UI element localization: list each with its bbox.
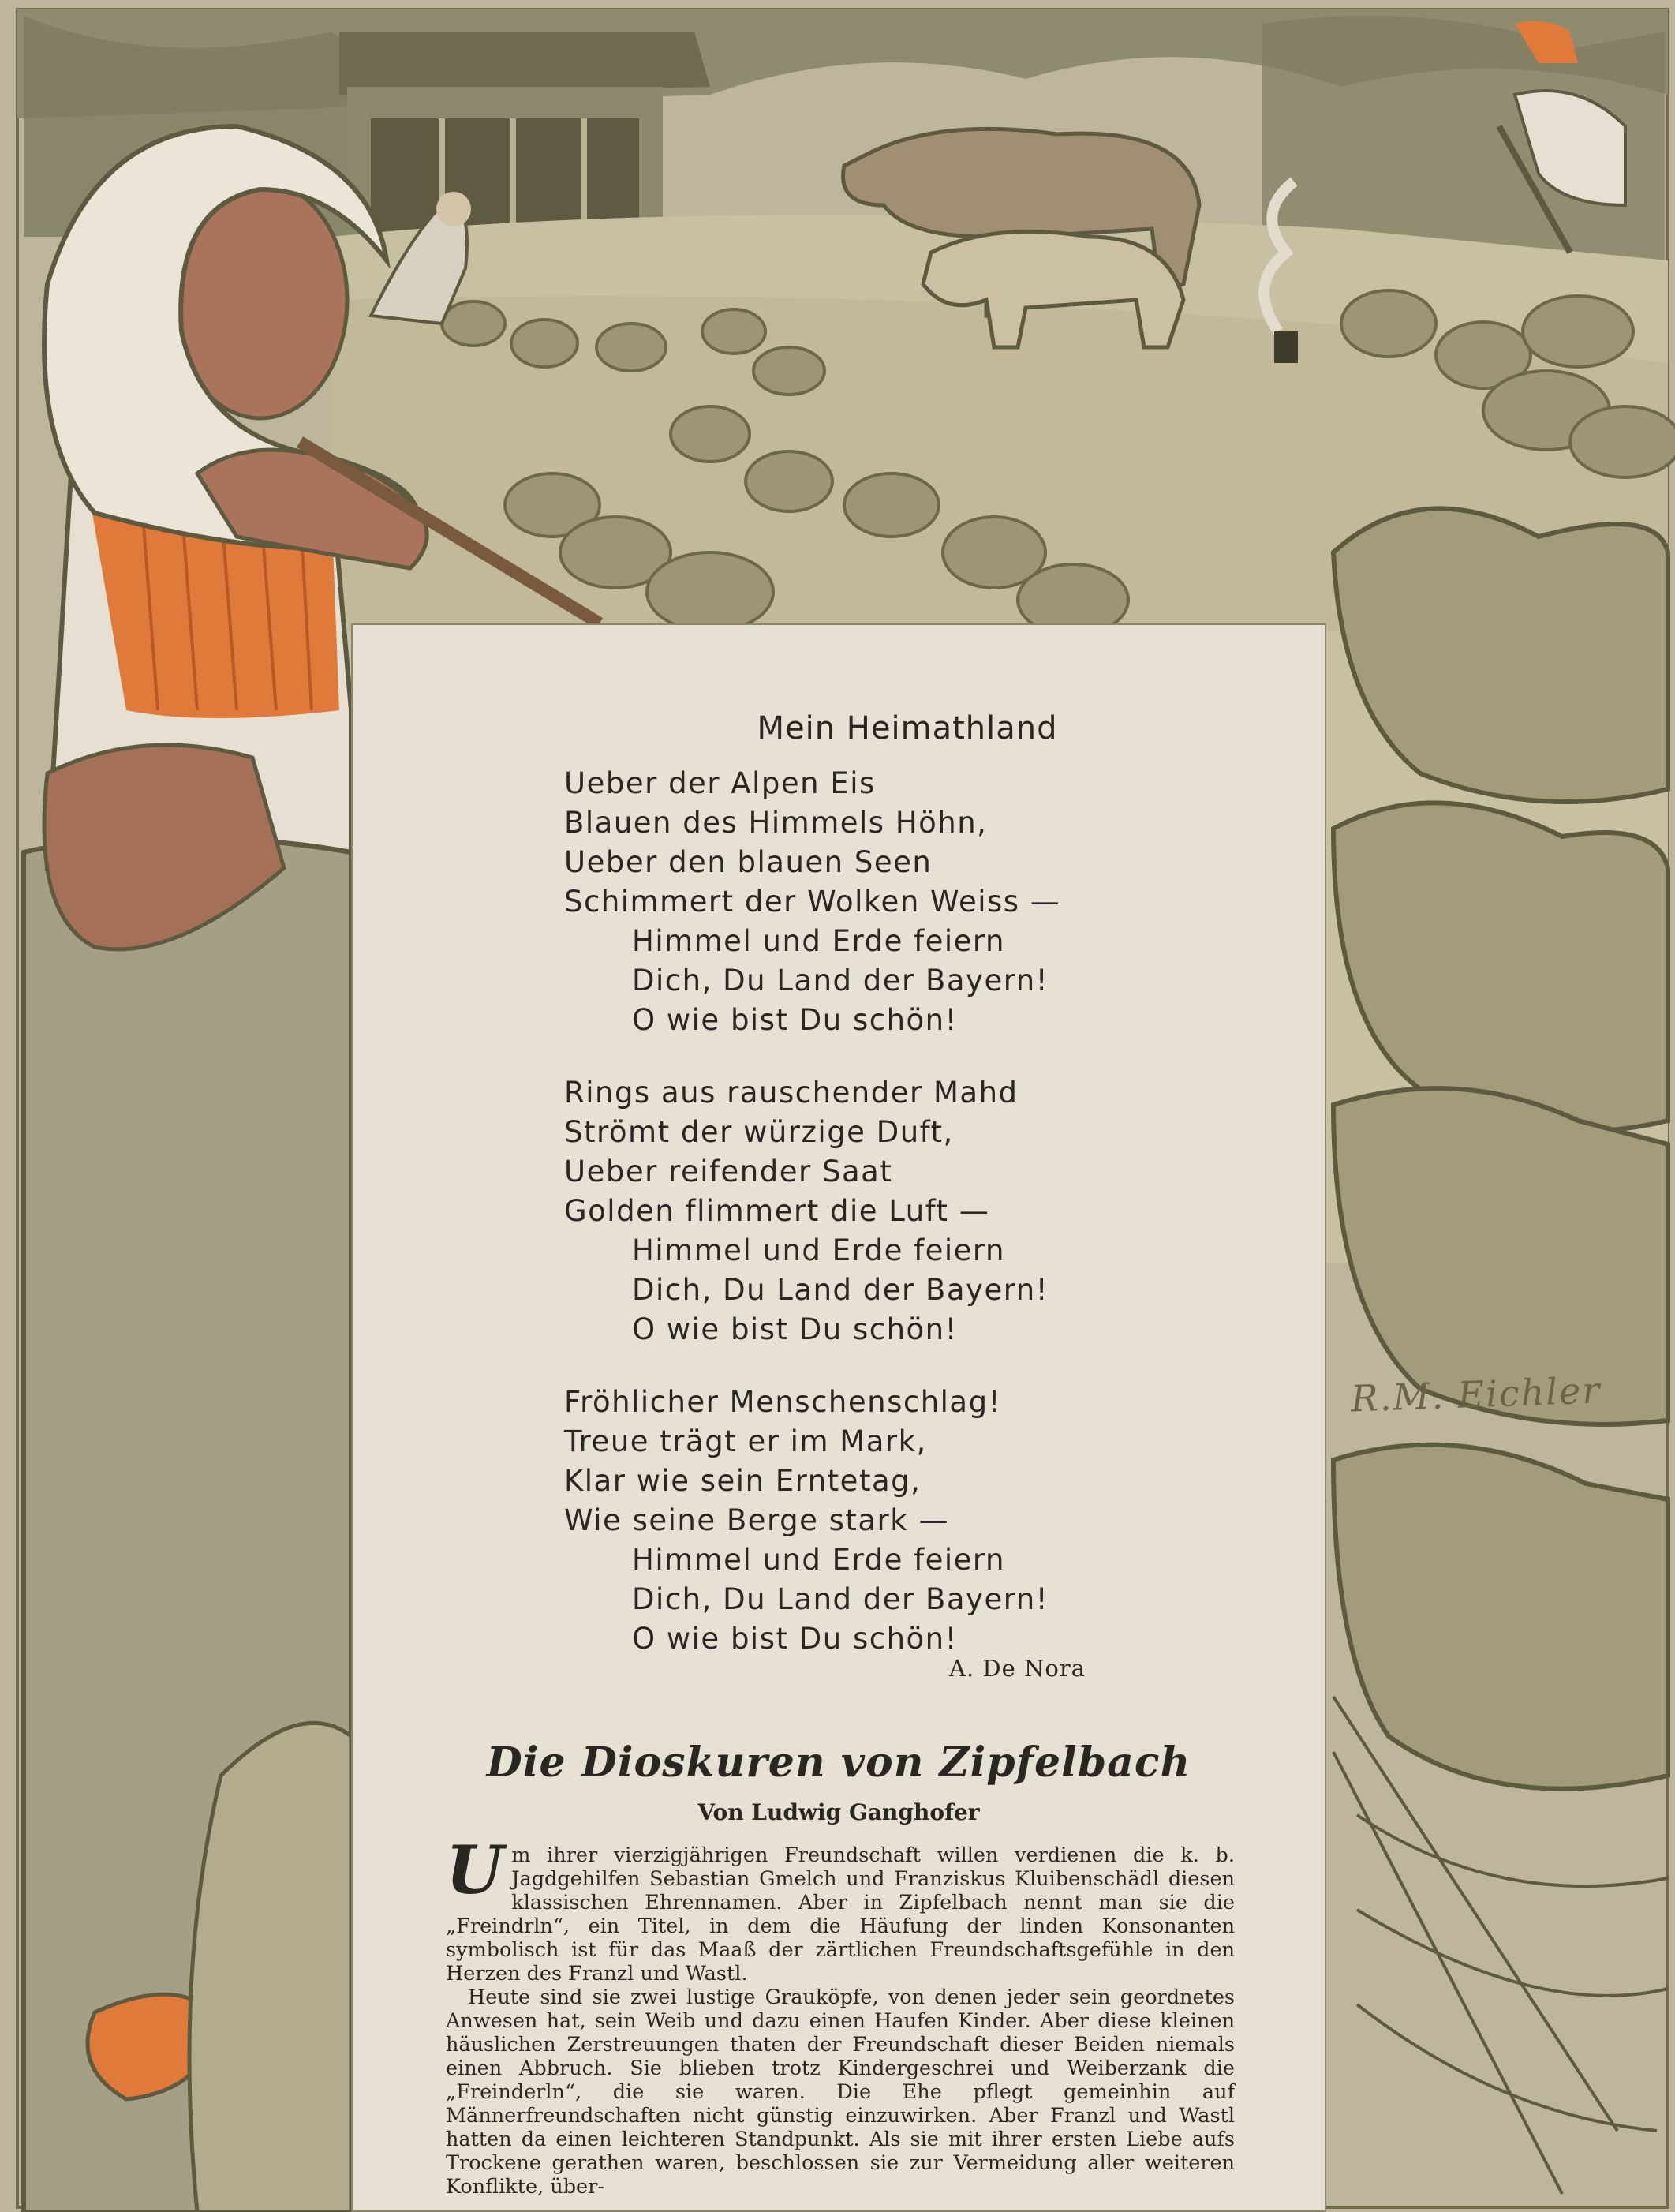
refrain-line: Dich, Du Land der Bayern! bbox=[632, 1273, 1049, 1307]
refrain-line: O wie bist Du schön! bbox=[632, 1312, 958, 1346]
refrain-line: O wie bist Du schön! bbox=[632, 1622, 958, 1656]
poem-line: Wie seine Berge stark — bbox=[564, 1503, 949, 1537]
refrain-line: O wie bist Du schön! bbox=[632, 1003, 958, 1037]
poem-line: Strömt der würzige Duft, bbox=[564, 1115, 954, 1149]
stanza-3 bbox=[564, 1383, 1164, 1659]
poem-line: Ueber den blauen Seen bbox=[564, 845, 933, 879]
poem bbox=[564, 710, 1164, 1692]
drop-cap: U bbox=[446, 1831, 504, 1909]
paragraph-text: m ihrer vierzigjährigen Freundschaft willen verdienen die k. b. Jagdgehilfen Sebastian Gmelch und Franziskus Kluibenschädl diesen klassischen Ehrennamen. Aber in Zipfelbach nennt man sie die „Freindrln“, ein Titel, in dem die Häufung der linden Konsonanten symbolisch ist für das Maaß der zärtlichen Freundschaftsgefühle in den Herzen des Franzl und Wastl. bbox=[446, 1843, 1235, 1986]
refrain-line: Dich, Du Land der Bayern! bbox=[632, 964, 1049, 997]
stanza-2 bbox=[564, 1073, 1164, 1349]
poem-author: A. De Nora bbox=[949, 1655, 1086, 1682]
refrain-line: Himmel und Erde feiern bbox=[632, 924, 1005, 958]
story-byline: Von Ludwig Ganghofer bbox=[697, 1799, 980, 1825]
poem-title: Mein Heimathland bbox=[757, 710, 1058, 747]
poem-line: Ueber reifender Saat bbox=[564, 1155, 893, 1188]
poem-line: Ueber der Alpen Eis bbox=[564, 766, 876, 800]
poem-line: Rings aus rauschender Mahd bbox=[564, 1076, 1019, 1110]
refrain-line: Dich, Du Land der Bayern! bbox=[632, 1582, 1049, 1616]
story-paragraph: Heute sind sie zwei lustige Grauköpfe, von denen jeder sein geordnetes Anwesen hat, sein Weib und dazu einen Haufen Kinder. Aber diese kleinen häuslichen Zerstreuungen thaten der Freundschaft dieser Beiden niemals einen Abbruch. Sie blieben trotz Kindergeschrei und Weiberzank die „Freinderln“, die sie waren. Die Ehe pflegt gemeinhin auf Männerfreundschaften nicht günstig einzuwirken. Aber Franzl und Wastl hatten da einen leichteren Standpunkt. Als sie mit ihrer ersten Liebe aufs Trockene gerathen waren, beschlossen sie zur Vermeidung aller weiteren Konflikte, über- bbox=[446, 1986, 1235, 2199]
story-title: Die Dioskuren von Zipfelbach bbox=[486, 1739, 1191, 1787]
refrain-line: Himmel und Erde feiern bbox=[632, 1543, 1005, 1577]
poem-line: Golden flimmert die Luft — bbox=[564, 1194, 990, 1228]
story-paragraph bbox=[446, 1831, 1235, 1986]
artist-signature: R.M. Eichler bbox=[1350, 1368, 1602, 1420]
poem-line: Klar wie sein Erntetag, bbox=[564, 1464, 922, 1498]
poem-line: Schimmert der Wolken Weiss — bbox=[564, 885, 1061, 919]
text-panel bbox=[351, 623, 1326, 2212]
poem-line: Fröhlicher Menschenschlag! bbox=[564, 1385, 1001, 1419]
story-text bbox=[446, 1831, 1235, 2199]
refrain-line: Himmel und Erde feiern bbox=[632, 1233, 1005, 1267]
poem-line: Treue trägt er im Mark, bbox=[564, 1424, 927, 1458]
poem-line: Blauen des Himmels Höhn, bbox=[564, 806, 988, 840]
stanza-1 bbox=[564, 764, 1164, 1040]
